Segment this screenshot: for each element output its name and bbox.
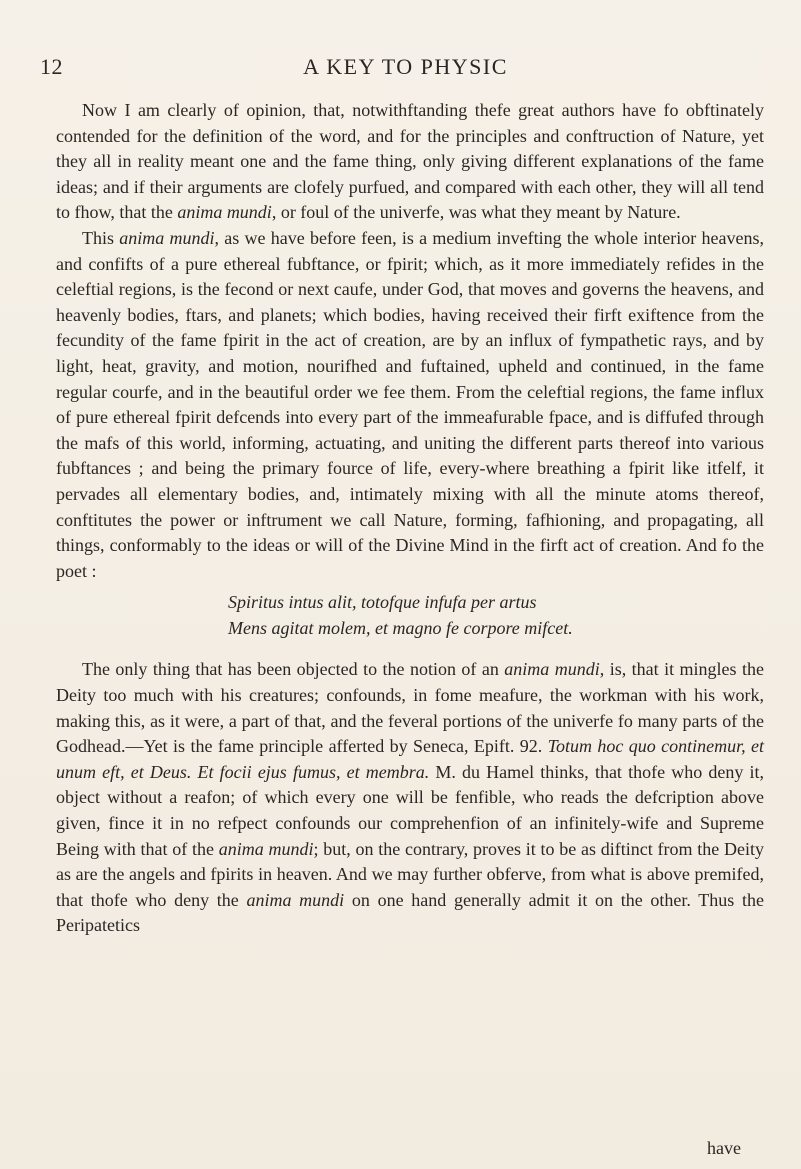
paragraph-3-emphasis-3: anima mundi xyxy=(218,838,314,859)
paragraph-3-text-4: on one hand generally admit it on the other. Thus the Peripatetics xyxy=(56,889,764,936)
paragraph-1-emphasis-1: anima mundi xyxy=(177,202,272,223)
quotation-line-1: Spiritus intus alit, totofque infufa per artus xyxy=(228,592,537,613)
latin-quotation xyxy=(56,590,764,641)
paragraph-3-emphasis-2: Totum hoc quo continemur, et unum eft, et Deus. Et focii ejus fumus, et membra. xyxy=(56,736,764,782)
paragraph-3-text-1: , is, that it mingles the Deity too much with his creatures; confounds, in fome meafure, the workman with his work, making this, as it were, a part of that, and the feveral portions of the univerfe fo many parts of the Godhead.—Yet is the fame principle afferted by Seneca, Epift. 92. xyxy=(56,659,764,757)
paragraph-3-emphasis-4: anima mundi xyxy=(246,889,345,910)
paragraph-2-emphasis-1: anima mundi xyxy=(119,227,215,248)
catchword: have xyxy=(707,1138,741,1158)
page-number: 12 xyxy=(40,54,63,79)
body-text xyxy=(56,98,764,939)
running-head xyxy=(40,54,741,84)
paragraph-1-text-2: , or foul of the univerfe, was what they meant by Nature. xyxy=(271,202,681,223)
paragraph-3-emphasis-1: anima mundi xyxy=(504,659,600,680)
running-title: A KEY TO PHYSIC xyxy=(303,54,508,79)
paragraph-1 xyxy=(56,98,764,226)
paragraph-3-text-0: The only thing that has been objected to the notion of an xyxy=(82,659,505,680)
paragraph-3-text-2: M. du Hamel thinks, that thofe who deny it, object without a reafon; of which every one will be fenfible, who reads the defcription above given, fince it in no refpect confounds our comprehenfion of an infinitely-wife and Supreme Being with that of the xyxy=(56,761,764,859)
paragraph-2-text-0: This xyxy=(82,227,120,248)
paragraph-3 xyxy=(56,657,764,939)
paragraph-2 xyxy=(56,226,764,584)
paragraph-2-text-1: , as we have before feen, is a medium invefting the whole interior heavens, and confifts of a pure ethereal fubftance, or fpirit; which, as it more immediately refides in the celeftial regions, is the fecond or next caufe, under God, that moves and governs the heavens, and heavenly bodies, ftars, and planets; which bodies, having received their firft exiftence from the fecundity of the fame fpirit in the act of creation, are by an influx of fympathetic rays, and by light, heat, gravity, and motion, nourifhed and fuftained, upheld and continued, in the fame regular courfe, and in the beautiful order we fee them. From the celeftial regions, the fame influx of pure ethereal fpirit defcends into every part of the immeafurable fpace, and is diffufed through the mafs of this world, informing, actuating, and uniting the different parts thereof into various fubftances ; and being the primary fource of life, every-where breathing a fpirit like itfelf, it pervades all elementary bodies, and, intimately mixing with all the minute atoms thereof, conftitutes the power or inftrument we call Nature, forming, fafhioning, and propagating, all things, conformably to the ideas or will of the Divine Mind in the firft act of creation. And fo the poet : xyxy=(56,227,764,581)
paragraph-3-text-3: ; but, on the contrary, proves it to be as diftinct from the Deity as are the angels and fpirits in heaven. And we may further obferve, from what is above premifed, that thofe who deny the xyxy=(56,838,764,910)
paragraph-1-text-1: Now I am clearly of opinion, that, notwithftanding thefe great authors have fo obftinately contended for the definition of the word, and for the principles and conftruction of Nature, yet they all in reality meant one and the fame thing, only giving different explanations of the fame ideas; and if their arguments are clofely purfued, and compared with each other, they will all tend to fhow, that the xyxy=(56,100,764,223)
quotation-line-2: Mens agitat molem, et magno fe corpore mifcet. xyxy=(228,617,573,638)
